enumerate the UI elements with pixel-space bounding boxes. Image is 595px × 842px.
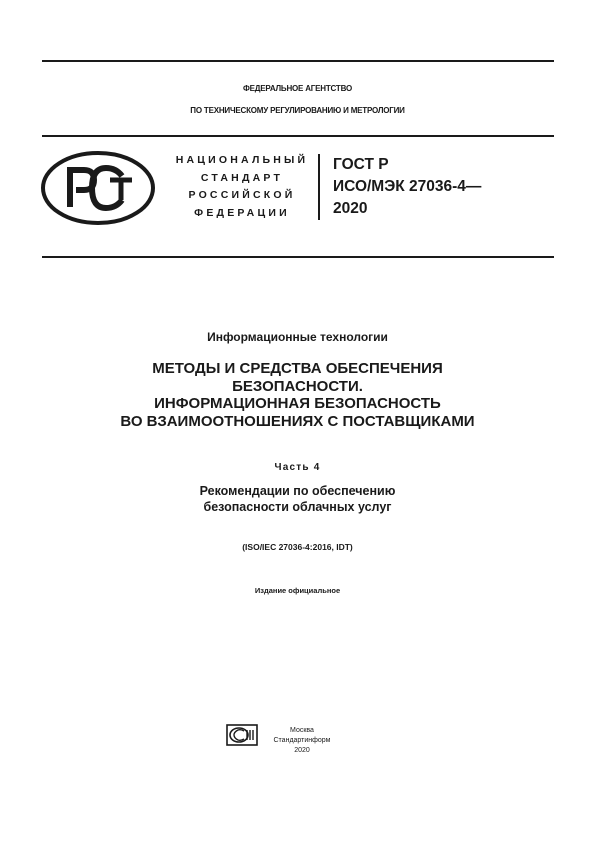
standard-type-line-4: ФЕДЕРАЦИИ (194, 206, 290, 219)
publisher-city: Москва (290, 727, 314, 734)
title-line-3: ИНФОРМАЦИОННАЯ БЕЗОПАСНОСТЬ (154, 395, 441, 412)
part-subtitle (0, 484, 595, 515)
title-line-2: БЕЗОПАСНОСТИ. (232, 377, 363, 395)
subject-heading: Информационные технологии (207, 330, 388, 344)
standartinform-logo-icon (226, 724, 258, 746)
vertical-divider (318, 154, 320, 220)
title-line-4: ВО ВЗАИМООТНОШЕНИЯХ С ПОСТАВЩИКАМИ (120, 412, 475, 430)
part-label: Часть 4 (274, 462, 321, 473)
publisher-imprint (262, 726, 342, 756)
standard-type (172, 152, 312, 222)
top-rule (42, 60, 554, 62)
publisher-year: 2020 (294, 747, 310, 754)
designation-line-2: ИСО/МЭК 27036-4— (333, 178, 482, 195)
designation-line-1: ГОСТ Р (333, 156, 389, 173)
designation-rule (42, 256, 554, 258)
rst-emblem-icon (40, 150, 156, 226)
standard-type-line-2: СТАНДАРТ (200, 171, 284, 184)
header-rule (42, 135, 554, 137)
publisher-name: Стандартинформ (273, 737, 331, 744)
standard-designation (333, 154, 481, 220)
standard-type-line-1: НАЦИОНАЛЬНЫЙ (175, 154, 309, 166)
subtitle-line-1: Рекомендации по обеспечению (199, 484, 396, 498)
agency-line-2: ПО ТЕХНИЧЕСКОМУ РЕГУЛИРОВАНИЮ И МЕТРОЛОГИИ (190, 106, 405, 115)
iso-reference: (ISO/IEC 27036-4:2016, IDT) (242, 542, 353, 552)
designation-line-3: 2020 (333, 200, 368, 217)
edition-note: Издание официальное (254, 586, 341, 595)
title-line-1: МЕТОДЫ И СРЕДСТВА ОБЕСПЕЧЕНИЯ (152, 360, 443, 377)
agency-line-1: ФЕДЕРАЛЬНОЕ АГЕНТСТВО (242, 84, 352, 93)
standard-type-line-3: РОССИЙСКОЙ (188, 189, 296, 201)
subtitle-line-2: безопасности облачных услуг (203, 499, 392, 514)
document-title (0, 360, 595, 430)
